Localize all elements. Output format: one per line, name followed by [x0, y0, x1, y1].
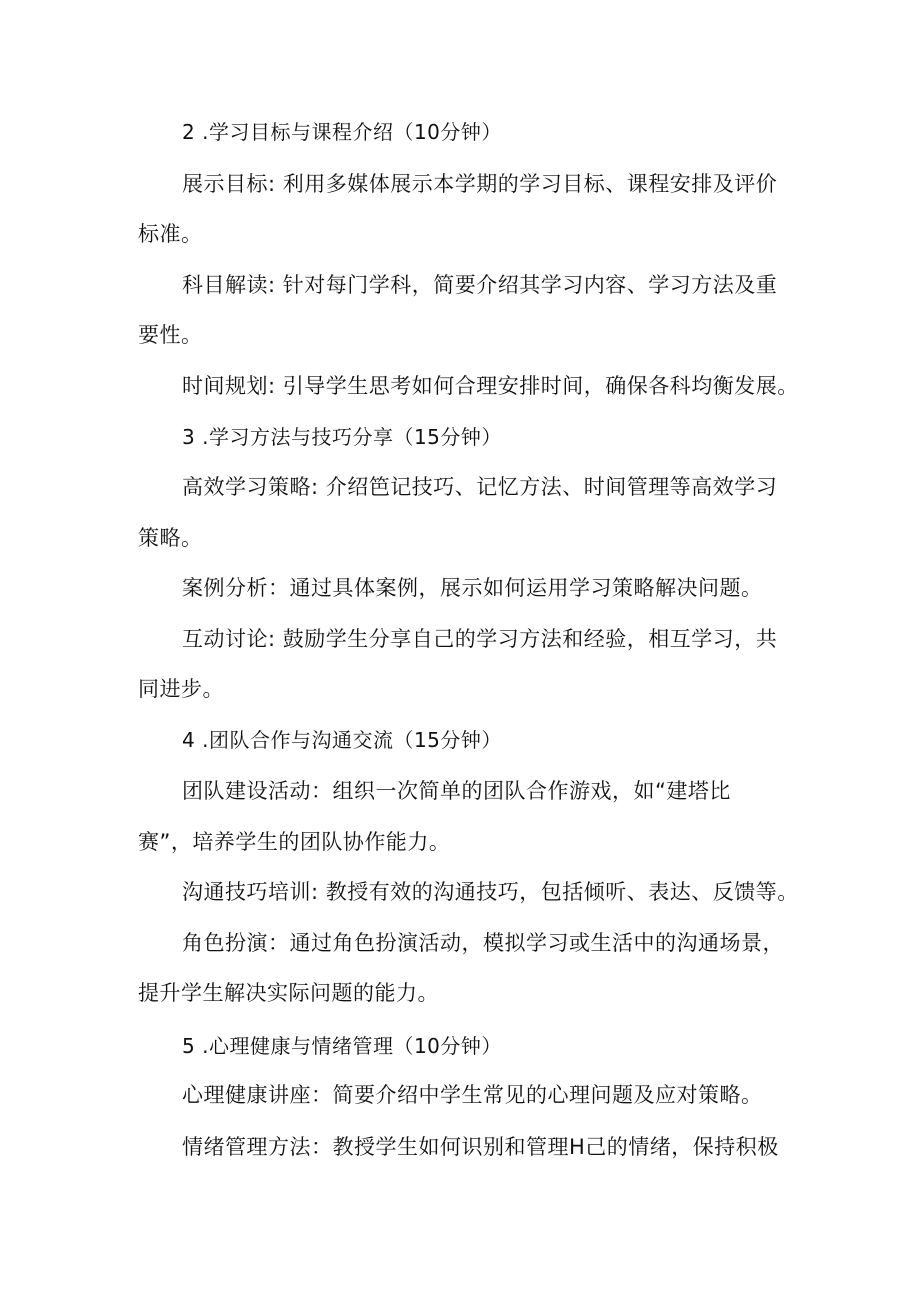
paragraph-line: 提升学生解决实际问题的能力。	[138, 981, 439, 1005]
section-heading-4: 4 .团队合作与沟通交流（15分钟）	[182, 728, 502, 752]
paragraph-line: 展示目标: 利用多媒体展示本学期的学习目标、课程安排及评价	[182, 172, 778, 196]
paragraph-line: 策略。	[138, 526, 203, 550]
paragraph-line: 心理健康讲座：简要介绍中学生常见的心理问题及应对策略。	[182, 1083, 763, 1107]
paragraph-line: 同进步。	[138, 677, 224, 701]
paragraph-line: 情绪管理方法：教授学生如何识别和管理H己的情绪，保持积极	[182, 1135, 779, 1159]
paragraph-line: 赛”，培养学生的团队协作能力。	[138, 830, 451, 854]
paragraph-line: 科目解读: 针对每门学科，简要介绍其学习内容、学习方法及重	[182, 273, 778, 297]
paragraph-line: 高效学习策略: 介绍笆记技巧、记忆方法、时间管理等高效学习	[182, 475, 778, 499]
paragraph-line: 标准。	[138, 222, 203, 246]
paragraph-line: 案例分析：通过具体案例，展示如何运用学习策略解决问题。	[182, 576, 763, 600]
section-heading-5: 5 .心理健康与情绪管理（10分钟）	[182, 1034, 502, 1058]
section-heading-2: 2 .学习目标与课程介绍（10分钟）	[182, 120, 502, 144]
paragraph-line: 要性。	[138, 323, 203, 347]
paragraph-line: 互动讨论: 鼓励学生分享自己的学习方法和经验，相互学习，共	[182, 627, 778, 651]
paragraph-line: 时间规划: 引导学生思考如何合理安排时间，确保各科均衡发展。	[182, 374, 799, 398]
paragraph-line: 角色扮演：通过角色扮演活动，模拟学习或生活中的沟通场景，	[182, 931, 784, 955]
paragraph-line: 团队建设活动：组织一次简单的团队合作游戏，如“建塔比	[182, 779, 731, 803]
paragraph-line: 沟通技巧培训: 教授有效的沟通技巧，包括倾听、表达、反馈等。	[182, 880, 799, 904]
section-heading-3: 3 .学习方法与技巧分享（15分钟）	[182, 425, 502, 449]
